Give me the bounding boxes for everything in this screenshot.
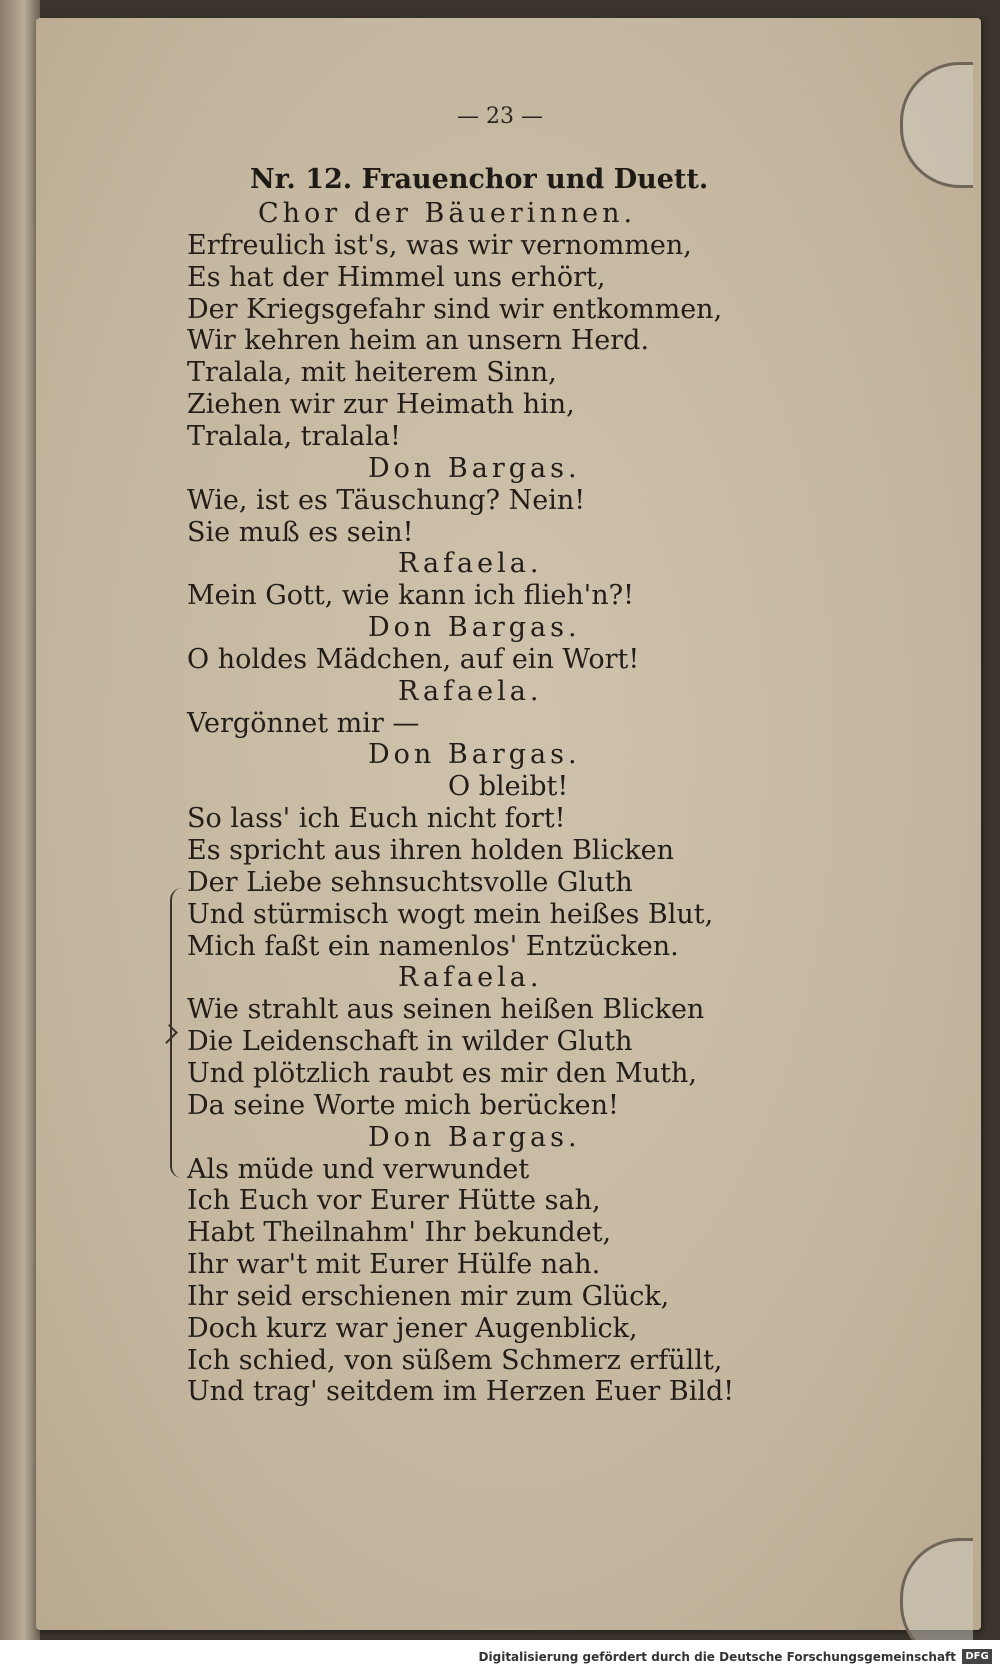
verse-line: Mich faßt ein namenlos' Entzücken.	[187, 931, 679, 962]
speaker-name: Don Bargas.	[368, 1122, 581, 1153]
verse-line: O holdes Mädchen, auf ein Wort!	[187, 644, 640, 675]
speaker-name: Don Bargas.	[368, 453, 581, 484]
verse-line: Doch kurz war jener Augenblick,	[187, 1313, 638, 1344]
dfg-logo: DFG	[962, 1649, 992, 1664]
speaker-name: Rafaela.	[398, 548, 543, 579]
verse-line: Da seine Worte mich berücken!	[187, 1090, 619, 1121]
verse-line: So lass' ich Euch nicht fort!	[187, 803, 566, 834]
verse-line: Ihr seid erschienen mir zum Glück,	[187, 1281, 670, 1312]
verse-line: Vergönnet mir —	[187, 708, 420, 739]
footer-credit: Digitalisierung gefördert durch die Deutsche Forschungsgemeinschaft	[478, 1650, 956, 1664]
footer-bar	[0, 1640, 1000, 1674]
verse-line: Und plötzlich raubt es mir den Muth,	[187, 1058, 697, 1089]
verse-line: Es hat der Himmel uns erhört,	[187, 262, 606, 293]
verse-line: Ziehen wir zur Heimath hin,	[187, 389, 575, 420]
speaker-name: Rafaela.	[398, 676, 543, 707]
verse-line: Der Kriegsgefahr sind wir entkommen,	[187, 294, 723, 325]
page-number: — 23 —	[457, 104, 543, 129]
verse-line: Tralala, mit heiterem Sinn,	[187, 357, 557, 388]
verse-line: Der Liebe sehnsuchtsvolle Gluth	[187, 867, 633, 898]
verse-line: Es spricht aus ihren holden Blicken	[187, 835, 675, 866]
previous-page-edge	[0, 0, 40, 1640]
verse-line: Wir kehren heim an unsern Herd.	[187, 325, 650, 356]
verse-line: Wie, ist es Täuschung? Nein!	[187, 485, 586, 516]
speaker-name: Chor der Bäuerinnen.	[258, 198, 637, 229]
section-heading: Nr. 12. Frauenchor und Duett.	[250, 164, 709, 195]
speaker-name: Rafaela.	[398, 962, 543, 993]
verse-line: O bleibt!	[448, 771, 569, 802]
verse-line: Ihr war't mit Eurer Hülfe nah.	[187, 1249, 601, 1280]
verse-line: Erfreulich ist's, was wir vernommen,	[187, 230, 692, 261]
verse-line: Als müde und verwundet	[187, 1154, 530, 1185]
speaker-name: Don Bargas.	[368, 739, 581, 770]
speaker-name: Don Bargas.	[368, 612, 581, 643]
verse-line: Und stürmisch wogt mein heißes Blut,	[187, 899, 714, 930]
verse-line: Habt Theilnahm' Ihr bekundet,	[187, 1217, 612, 1248]
verse-line: Sie muß es sein!	[187, 517, 414, 548]
verse-line: Mein Gott, wie kann ich flieh'n?!	[187, 580, 634, 611]
verse-line: Tralala, tralala!	[187, 421, 401, 452]
verse-line: Und trag' seitdem im Herzen Euer Bild!	[187, 1376, 735, 1407]
verse-line: Ich Euch vor Eurer Hütte sah,	[187, 1185, 601, 1216]
verse-line: Ich schied, von süßem Schmerz erfüllt,	[187, 1345, 723, 1376]
verse-line: Wie strahlt aus seinen heißen Blicken	[187, 994, 705, 1025]
verse-line: Die Leidenschaft in wilder Gluth	[187, 1026, 633, 1057]
